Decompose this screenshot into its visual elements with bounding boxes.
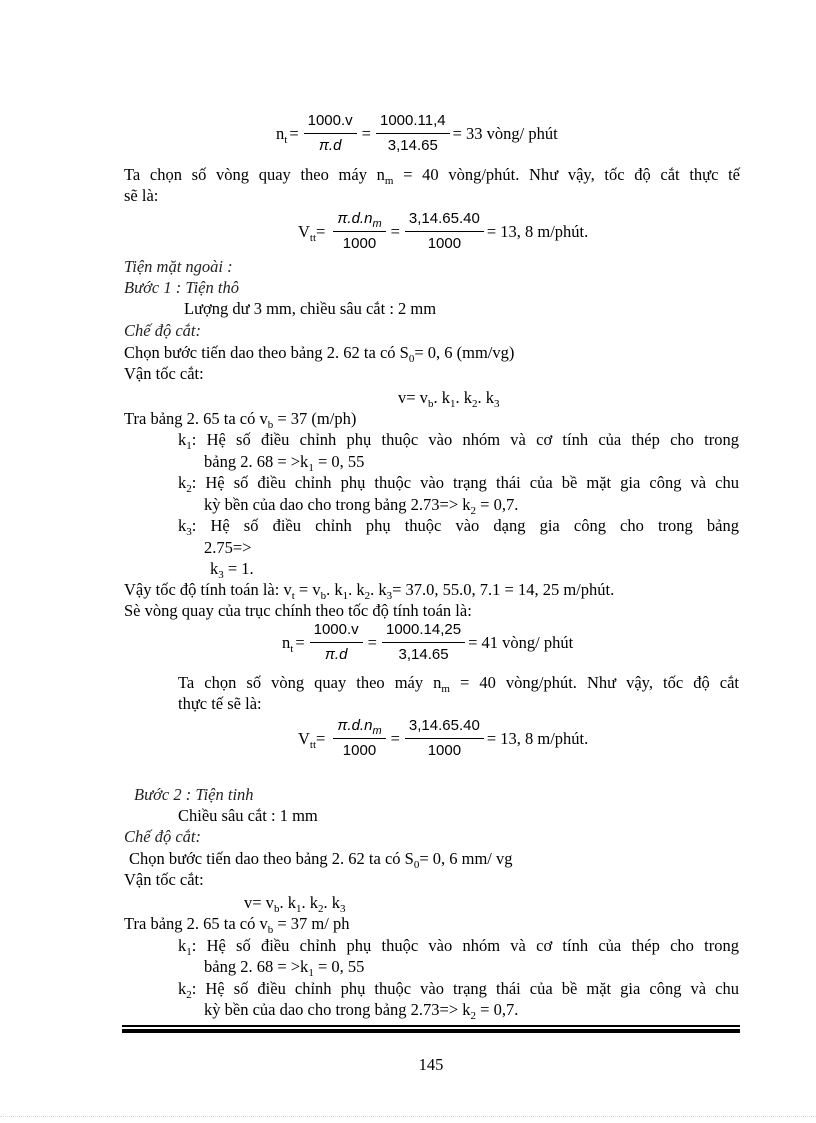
- equation-vtt-2: $V_{tt}=$ $\frac{\pi.d.n_m}{1000}$ = $\frac{3,14.65.40}{1000}$ = 13, 8 m/phút.: [298, 717, 589, 759]
- paragraph-line: Lượng dư 3 mm, chiều sâu cắt : 2 mm: [184, 299, 437, 318]
- paragraph-line: Tra bảng 2. 65 ta có $v_b = 37$ m/ ph: [124, 914, 350, 936]
- k2-line: $k_2$: Hệ số điều chỉnh phụ thuộc vào trạng thái của bề mặt gia công và chu: [178, 473, 739, 495]
- fraction: $\frac{\pi.d.n_m}{1000}$: [333, 717, 385, 760]
- k1-line: $k_1$: Hệ số điều chỉnh phụ thuộc vào nhóm và cơ tính của thép cho trong: [178, 936, 739, 958]
- subheading: Chế độ cắt:: [124, 827, 201, 846]
- page-edge-divider: [0, 1116, 816, 1117]
- paragraph-line: thực tế sẽ là:: [178, 694, 262, 713]
- eq-lhs: $n_t$: [276, 123, 288, 146]
- fraction: $\frac{1000.11,4}{3,14.65}$: [376, 112, 450, 155]
- paragraph-line: Vận tốc cắt:: [124, 870, 204, 889]
- k3-line: $k_3$: Hệ số điều chỉnh phụ thuộc vào dạng gia công cho trong bảng: [178, 516, 739, 538]
- fraction: $\frac{1000.v}{\pi.d}$: [304, 112, 357, 155]
- step-heading: Bước 2 : Tiện tinh: [134, 785, 254, 804]
- paragraph-line: Vậy tốc độ tính toán là: $v_t = v_b$. $k_1$. $k_2$. $k_3= 37.0$, 55.0, 7.1 = 14, 25 m/phút.: [124, 580, 615, 602]
- paragraph-line: Sè vòng quay của trục chính theo tốc độ tính toán là:: [124, 601, 472, 620]
- formula-v: $v= v_b$. $k_1$. $k_2$. $k_3$: [398, 388, 500, 410]
- k1-line: $k_1$: Hệ số điều chỉnh phụ thuộc vào nhóm và cơ tính của thép cho trong: [178, 430, 739, 452]
- eq-result: = 13, 8 m/phút.: [486, 728, 589, 748]
- equation-nt-2: $n_t$ = $\frac{1000.v}{\pi.d}$ = $\frac{1000.14,25}{3,14.65}$ = 41 vòng/ phút: [282, 621, 574, 663]
- paragraph-line: Chọn bước tiến dao theo bảng 2. 62 ta có $S_0= 0$, 6 mm/ vg: [129, 849, 513, 871]
- k3-line-2: 2.75=>: [204, 538, 252, 557]
- formula-v: $v= v_b$. $k_1$. $k_2$. $k_3$: [244, 893, 346, 915]
- section-heading: Tiện mặt ngoài :: [124, 257, 233, 276]
- paragraph-line: sẽ là:: [124, 186, 159, 205]
- paragraph-line: Chọn bước tiến dao theo bảng 2. 62 ta có $S_0= 0$, 6 (mm/vg): [124, 343, 515, 365]
- page-number: 145: [418, 1055, 444, 1074]
- eq-result: = 41 vòng/ phút: [468, 632, 574, 652]
- k1-line-2: bảng 2. $68 = >k_1 = 0$, 55: [204, 452, 365, 474]
- eq-lhs: $V_{tt}=$: [298, 221, 326, 244]
- k2-line-2: kỳ bền của dao cho trong bảng $2.73=> k_2 = 0,7$.: [204, 1000, 519, 1022]
- fraction: $\frac{\pi.d.n_m}{1000}$: [333, 210, 385, 253]
- fraction: $\frac{3,14.65.40}{1000}$: [405, 210, 484, 253]
- paragraph-line: Chiều sâu cắt : 1 mm: [178, 806, 318, 825]
- paragraph-line: Ta chọn số vòng quay theo máy $n_m = 40$ vòng/phút. Như vậy, tốc độ cắt thực tế: [124, 165, 741, 187]
- k2-line-2: kỳ bền của dao cho trong bảng $2.73=> k_2 = 0,7$.: [204, 495, 519, 517]
- k2-line: $k_2$: Hệ số điều chỉnh phụ thuộc vào trạng thái của bề mặt gia công và chu: [178, 979, 739, 1001]
- equation-vtt-1: $V_{tt}=$ $\frac{\pi.d.n_m}{1000}$ = $\frac{3,14.65.40}{1000}$ = 13, 8 m/phút.: [298, 210, 589, 252]
- eq-result: = 33 vòng/ phút: [452, 123, 558, 143]
- fraction: $\frac{1000.14,25}{3,14.65}$: [382, 621, 465, 664]
- paragraph-line: Ta chọn số vòng quay theo máy $n_m = 40$ vòng/phút. Như vậy, tốc độ cắt: [178, 673, 739, 695]
- footer-rule-thin: [122, 1025, 740, 1027]
- fraction: $\frac{3,14.65.40}{1000}$: [405, 717, 484, 760]
- fraction: $\frac{1000.v}{\pi.d}$: [310, 621, 363, 664]
- paragraph-line: Vận tốc cắt:: [124, 364, 204, 383]
- eq-result: = 13, 8 m/phút.: [486, 221, 589, 241]
- footer-rule-thick: [122, 1029, 740, 1033]
- paragraph-line: Tra bảng 2. 65 ta có $v_b = 37$ (m/ph): [124, 409, 357, 431]
- step-heading: Bước 1 : Tiện thô: [124, 278, 239, 297]
- k3-line-3: $k_3 = 1$.: [210, 559, 254, 581]
- eq-lhs: $n_t$: [282, 632, 294, 655]
- k1-line-2: bảng 2. $68 = >k_1 = 0$, 55: [204, 957, 365, 979]
- equation-nt-1: $n_t$ = $\frac{1000.v}{\pi.d}$ = $\frac{1000.11,4}{3,14.65}$ = 33 vòng/ phút: [276, 112, 558, 154]
- subheading: Chế độ cắt:: [124, 321, 201, 340]
- eq-lhs: $V_{tt}=$: [298, 728, 326, 751]
